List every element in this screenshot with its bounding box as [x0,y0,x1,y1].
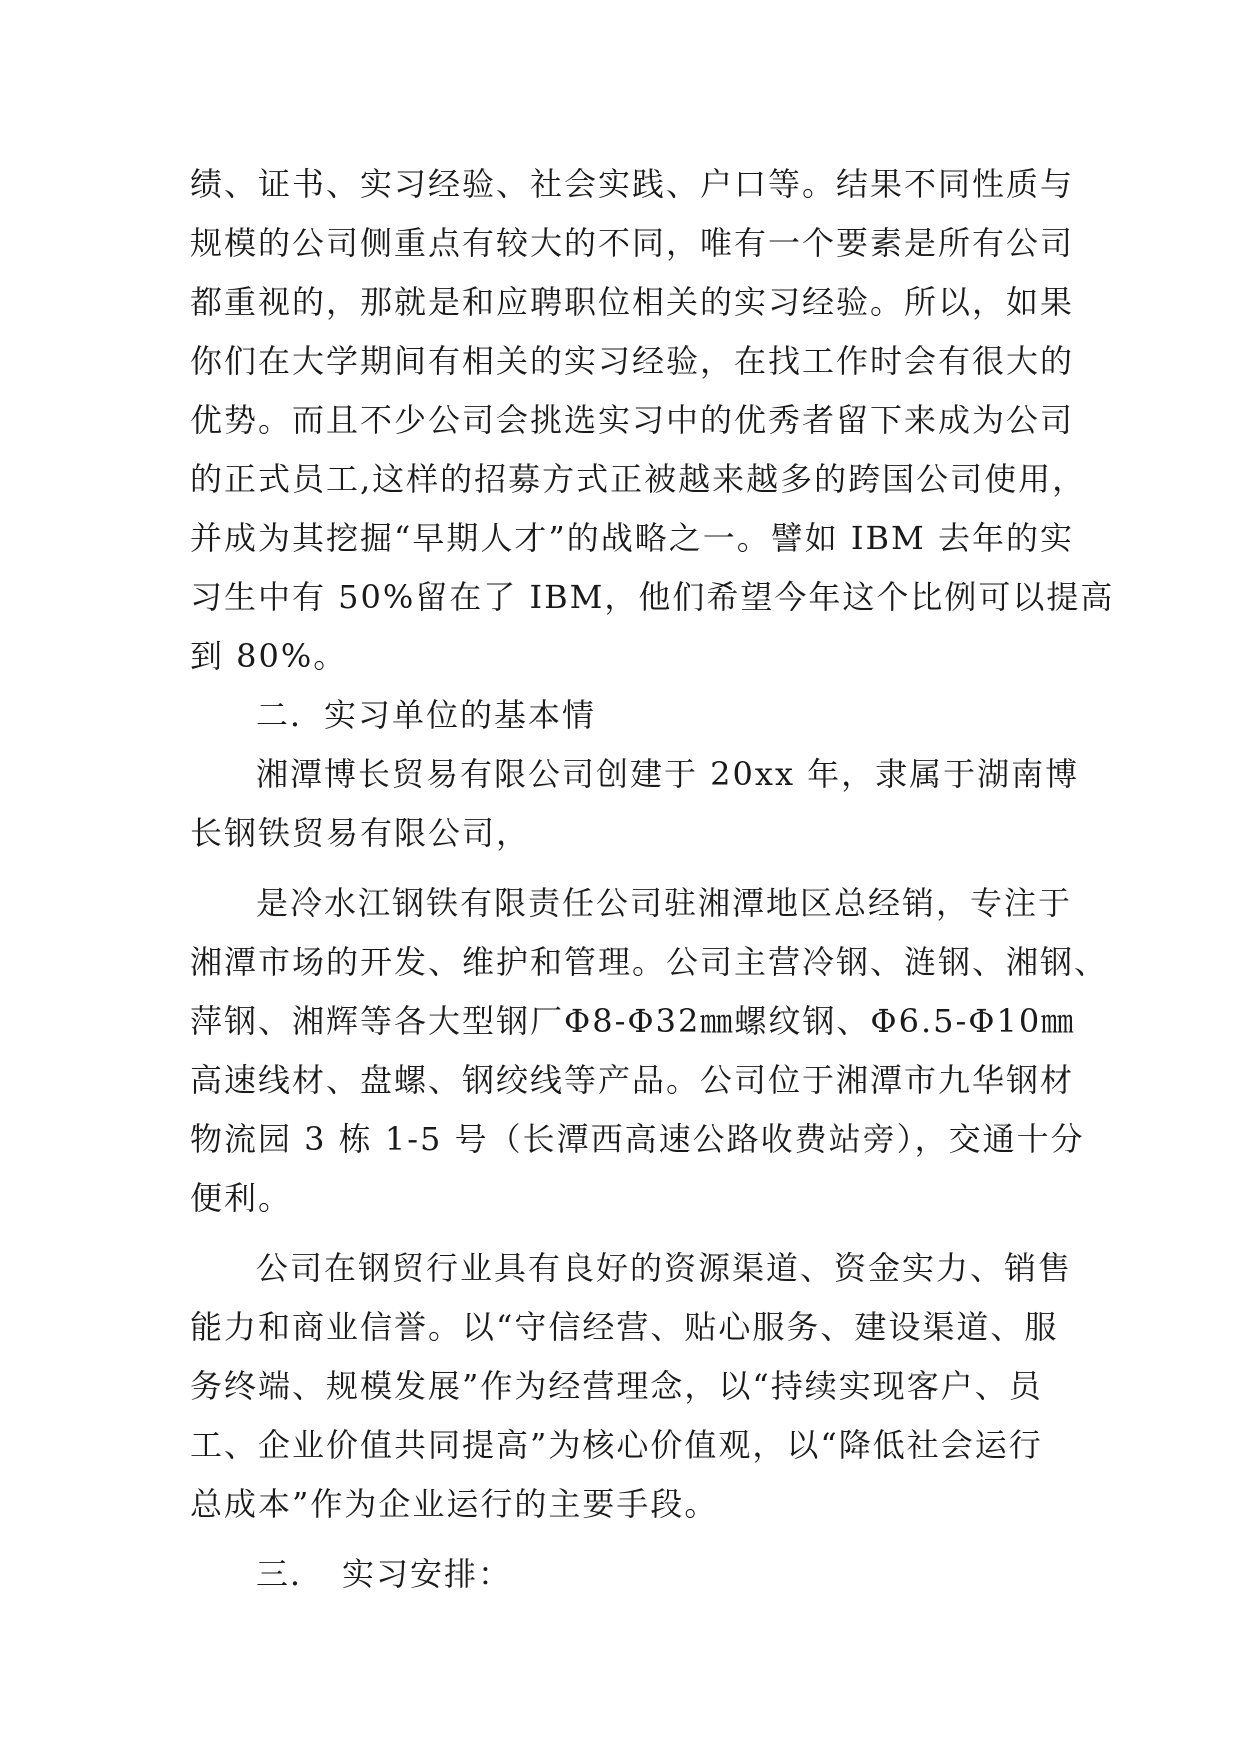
paragraph-line: 的正式员工,这样的招募方式正被越来越多的跨国公司使用， [190,460,1087,498]
section-heading: 三． 实习安排： [256,1555,513,1593]
paragraph-line: 是冷水江钢铁有限责任公司驻湘潭地区总经销，专注于 [256,884,1073,922]
paragraph-line: 长钢铁贸易有限公司， [190,814,531,852]
paragraph-line: 到 80%。 [190,637,348,675]
paragraph-line: 高速线材、盘螺、钢绞线等产品。公司位于湘潭市九华钢材 [190,1061,1075,1099]
paragraph-line: 你们在大学期间有相关的实习经验，在找工作时会有很大的 [190,342,1075,380]
paragraph-line: 公司在钢贸行业具有良好的资源渠道、资金实力、销售 [256,1249,1073,1287]
paragraph-line: 便利。 [190,1179,293,1217]
paragraph-line: 湘潭市场的开发、维护和管理。公司主营冷钢、涟钢、湘钢、 [190,943,1109,981]
paragraph-line: 总成本”作为企业运行的主要手段。 [190,1485,719,1523]
document-body [190,155,1115,1604]
paragraph-line: 绩、证书、实习经验、社会实践、户口等。结果不同性质与 [190,165,1075,203]
paragraph-line: 工、企业价值共同提高”为核心价值观，以“降低社会运行 [190,1426,1043,1464]
paragraph-line: 并成为其挖掘“早期人才”的战略之一。譬如 IBM 去年的实 [190,519,1074,557]
paragraph-line: 湘潭博长贸易有限公司创建于 20xx 年，隶属于湖南博 [256,755,1080,793]
paragraph-line: 都重视的，那就是和应聘职位相关的实习经验。所以，如果 [190,283,1075,321]
paragraph-line: 物流园 3 栋 1-5 号（长潭西高速公路收费站旁），交通十分 [190,1120,1085,1158]
paragraph-line: 萍钢、湘辉等各大型钢厂Φ8-Φ32㎜螺纹钢、Φ6.5-Φ10㎜ [190,1002,1076,1040]
paragraph-line: 规模的公司侧重点有较大的不同，唯有一个要素是所有公司 [190,224,1075,262]
paragraph-line: 优势。而且不少公司会挑选实习中的优秀者留下来成为公司 [190,401,1075,439]
paragraph-line: 务终端、规模发展”作为经营理念，以“持续实现客户、员 [190,1367,1043,1405]
section-heading: 二．实习单位的基本情 [256,696,597,734]
paragraph-line: 习生中有 50%留在了 IBM，他们希望今年这个比例可以提高 [190,578,1115,616]
paragraph-line: 能力和商业信誉。以“守信经营、贴心服务、建设渠道、服 [190,1308,1059,1346]
